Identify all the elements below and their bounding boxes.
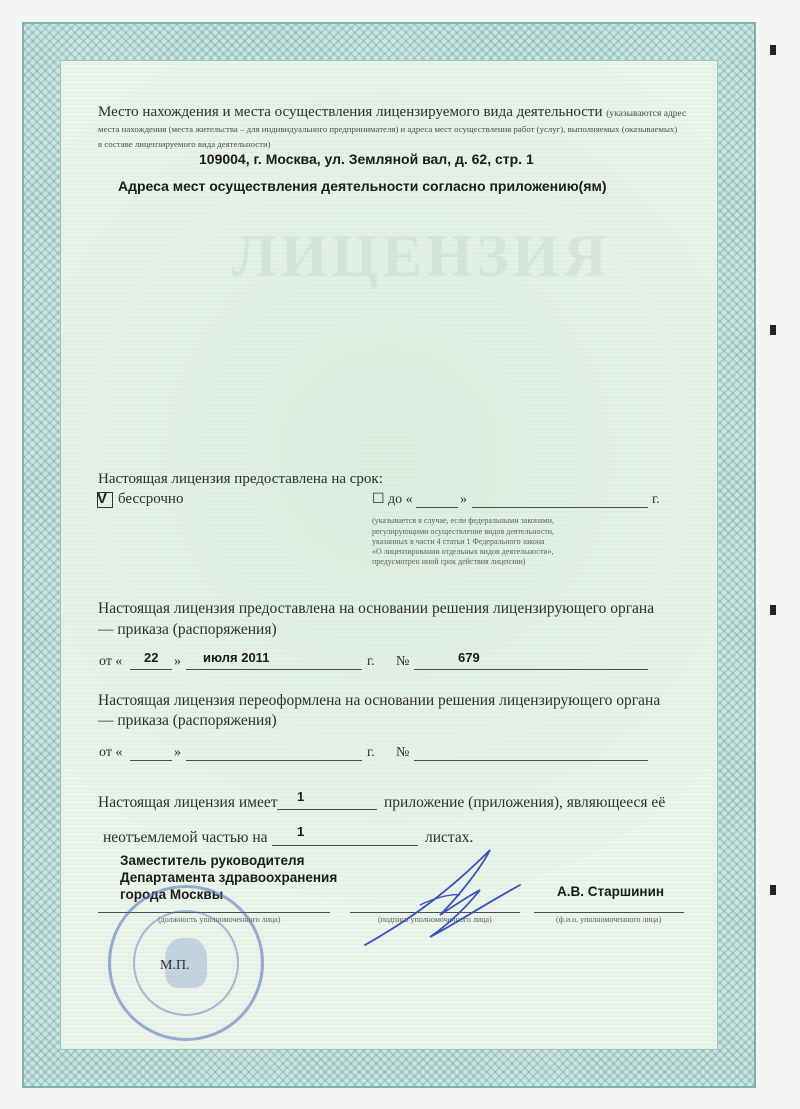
- until-note: предусмотрен иной срок действия лицензии): [372, 557, 526, 566]
- reissue-year-suffix: г.: [367, 745, 375, 760]
- check-mark: V: [97, 490, 108, 507]
- reissue-close-quote: »: [174, 745, 181, 760]
- name-caption: (ф.и.о. уполномоченного лица): [556, 915, 662, 924]
- background-watermark: ЛИЦЕНЗИЯ: [232, 223, 611, 289]
- basis-text-2: — приказа (распоряжения): [98, 621, 277, 638]
- handwritten-signature: [360, 845, 530, 955]
- indefinite-label: бессрочно: [118, 491, 184, 507]
- until-checkbox[interactable]: ☐: [372, 492, 385, 507]
- basis-text: Настоящая лицензия предоставлена на основании решения лицензирующего органа: [98, 600, 655, 617]
- binder-hole: [770, 885, 776, 895]
- basis-day-line: [130, 669, 172, 670]
- basis-number-line: [414, 669, 648, 670]
- location-heading-note: места нахождения (места жительства – для индивидуального предпринимателя) и адреса мест осуществления работ (услуг), выполняемых (оказываемых): [98, 124, 678, 134]
- reissue-text-2: — приказа (распоряжения): [98, 712, 277, 729]
- until-month-line: [472, 507, 648, 508]
- until-year-suffix: г.: [652, 492, 660, 507]
- basis-close-quote: »: [174, 654, 181, 669]
- appendices-text-4: листах.: [425, 829, 474, 846]
- basis-month-line: [186, 669, 362, 670]
- until-close-quote: »: [460, 492, 467, 507]
- reissue-month-line: [186, 760, 362, 761]
- stamp-place-label: М.П.: [160, 958, 190, 973]
- until-note: указанных в части 4 статьи 1 Федерального закона: [372, 537, 545, 546]
- binder-hole: [770, 605, 776, 615]
- location-heading: Место нахождения и места осуществления лицензируемого вида деятельности (указываются адрес: [98, 104, 687, 120]
- binder-hole: [770, 45, 776, 55]
- reissue-text: Настоящая лицензия переоформлена на основании решения лицензирующего органа: [98, 692, 661, 709]
- until-note: «О лицензировании отдельных видов деятельности»,: [372, 547, 554, 556]
- basis-month-year: июля 2011: [203, 650, 270, 665]
- address: 109004, г. Москва, ул. Земляной вал, д. 62, стр. 1: [199, 151, 534, 167]
- until-day-line: [416, 507, 458, 508]
- location-heading-note-2: в составе лицензируемого вида деятельности): [98, 139, 271, 149]
- reissue-day-line: [130, 760, 172, 761]
- appendices-text-3: неотъемлемой частью на: [103, 829, 268, 846]
- signer-name: А.В. Старшинин: [557, 884, 665, 899]
- signer-position-2: Департамента здравоохранения: [120, 870, 338, 885]
- signer-position: Заместитель руководителя: [120, 853, 305, 868]
- appendix-address-note: Адреса мест осуществления деятельности согласно приложению(ям): [118, 178, 607, 194]
- basis-year-suffix: г.: [367, 654, 375, 669]
- signer-position-3: города Москвы: [120, 887, 224, 902]
- until-note: регулирующими осуществление видов деятельности,: [372, 527, 555, 536]
- basis-number: 679: [458, 650, 480, 665]
- reissue-number-line: [414, 760, 648, 761]
- until-note: (указывается в случае, если федеральными законами,: [372, 516, 555, 525]
- name-line: [534, 912, 684, 913]
- appendices-text: Настоящая лицензия имеет: [98, 794, 278, 811]
- basis-number-label: №: [396, 654, 410, 669]
- until-label: до «: [388, 492, 413, 507]
- reissue-from-label: от «: [99, 745, 123, 760]
- position-caption: (должность уполномоченного лица): [158, 915, 281, 924]
- binder-hole: [770, 325, 776, 335]
- appendices-text-2: приложение (приложения), являющееся её: [384, 794, 666, 811]
- basis-day: 22: [144, 650, 159, 665]
- basis-from-label: от «: [99, 654, 123, 669]
- appendices-count: 1: [297, 789, 305, 804]
- reissue-number-label: №: [396, 745, 410, 760]
- appendices-sheets: 1: [297, 824, 305, 839]
- appendices-count-line: [277, 809, 377, 810]
- indefinite-checkbox[interactable]: [97, 492, 113, 508]
- signature-caption: (подпись уполномоченного лица): [378, 915, 492, 924]
- term-label: Настоящая лицензия предоставлена на срок:: [98, 471, 383, 487]
